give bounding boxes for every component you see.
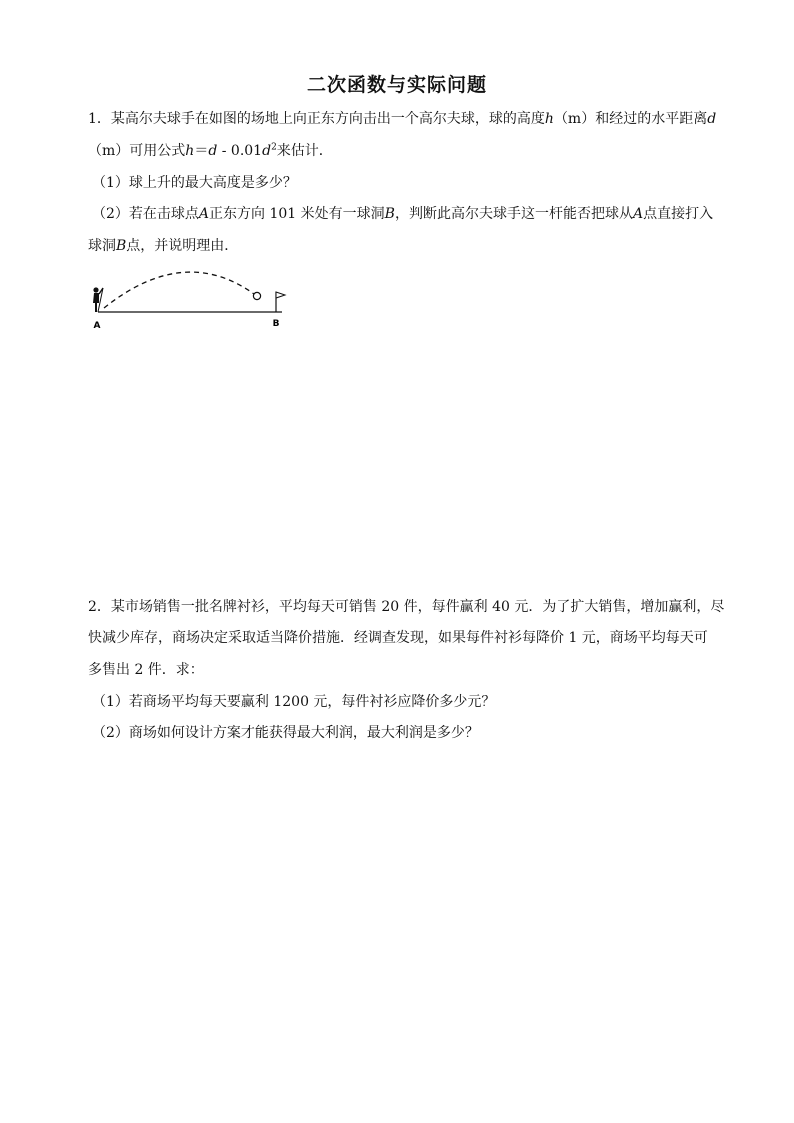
exponent: 2 [271, 142, 277, 153]
figure-label-b: B [272, 319, 280, 329]
point-b: B [384, 206, 395, 222]
q1-text: （m）和经过的水平距离 [553, 111, 708, 127]
q1-part-2-line-2 [88, 236, 718, 256]
q2-line-3: 多售出 2 件．求： [88, 662, 204, 678]
equals-sign: ＝ [194, 143, 209, 159]
point-b: B [116, 238, 127, 254]
q1-part-2 [92, 204, 722, 224]
q1-part-1: （1）球上升的最大高度是多少？ [92, 175, 297, 191]
q1-text: ，判断此高尔夫球手这一杆能否把球从 [394, 206, 633, 222]
q1-text: 正东方向 101 米处有一球洞 [209, 206, 385, 222]
q1-text: 球洞 [88, 238, 116, 254]
q2-line-1: 2．某市场销售一批名牌衬衫，平均每天可销售 20 件，每件赢利 40 元．为了扩大销售，增加赢利，尽 [88, 599, 725, 615]
q2-line-2: 快减少库存，商场决定采取适当降价措施．经调查发现，如果每件衬衫每降价 1 元，商场平均每天可 [88, 630, 708, 646]
q1-line-1 [88, 109, 718, 129]
point-a: A [632, 206, 644, 222]
point-a: A [198, 206, 210, 222]
page-title: 二次函数与实际问题 [306, 74, 487, 96]
flag-icon [276, 292, 285, 312]
formula-coefficient: - 0.01 [217, 143, 263, 159]
q1-text: （2）若在击球点 [92, 206, 199, 222]
var-d: d [707, 111, 717, 127]
q2-part-2: （2）商场如何设计方案才能获得最大利润，最大利润是多少？ [92, 725, 479, 741]
q1-line-2 [88, 141, 718, 161]
q1-text: 来估计． [276, 143, 333, 159]
var-d: d [208, 143, 218, 159]
golfer-icon [93, 287, 103, 312]
q1-text: 1．某高尔夫球手在如图的场地上向正东方向击出一个高尔夫球，球的高度 [88, 111, 545, 127]
q1-text: （m）可用公式 [88, 143, 186, 159]
q1-text: 点，并说明理由． [126, 238, 239, 254]
var-d: d [262, 143, 272, 159]
var-h: h [185, 143, 195, 159]
golf-figure [86, 262, 300, 332]
ball-trajectory [104, 272, 254, 308]
var-h: h [544, 111, 554, 127]
q1-text: 点直接打入 [643, 206, 714, 222]
q2-part-1: （1）若商场平均每天要赢利 1200 元，每件衬衫应降价多少元？ [92, 694, 496, 710]
figure-label-a: A [93, 321, 101, 331]
golf-ball-icon [253, 292, 260, 299]
